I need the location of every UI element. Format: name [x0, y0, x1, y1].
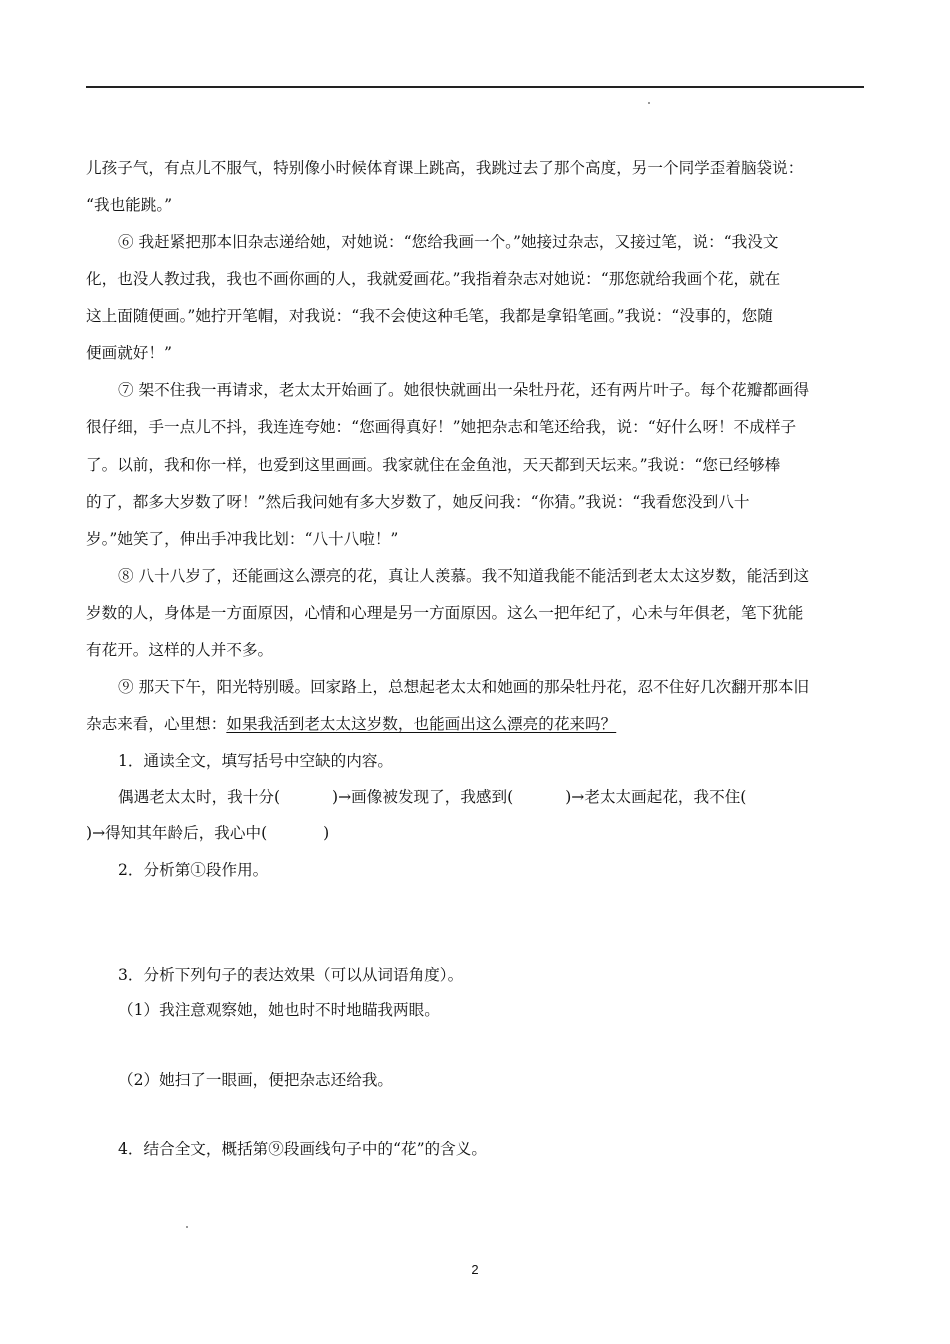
passage-p9-line2: [86, 714, 616, 734]
underlined-sentence: 如果我活到老太太这岁数，也能画出这么漂亮的花来吗？: [226, 715, 617, 733]
passage-p7-line2: 很仔细，手一点儿不抖，我连连夸她：“您画得真好！”她把杂志和笔还给我，说：“好什么呀！不成样子: [86, 418, 797, 436]
q1-blank-3-lead: )→老太太画起花，我不住(: [565, 788, 747, 806]
question-2-prompt: 2．分析第①段作用。: [118, 861, 269, 879]
passage-p6-line3: 这上面随便画。”她拧开笔帽，对我说：“我不会使这种毛笔，我都是拿铅笔画。”我说：“没事的，您随: [86, 307, 773, 325]
q1-blank-1-lead: 偶遇老太太时，我十分(: [118, 788, 281, 806]
passage-p5-line2: “我也能跳。”: [86, 196, 173, 214]
question-3-prompt: 3．分析下列句子的表达效果（可以从词语角度）。: [118, 966, 464, 984]
passage-p7-line3: 了。以前，我和你一样，也爱到这里画画。我家就住在金鱼池，天天都到天坛来。”我说：“您已经够棒: [86, 456, 781, 474]
question-4-prompt: 4．结合全文，概括第⑨段画线句子中的“花”的含义。: [118, 1140, 487, 1158]
passage-p8-line3: 有花开。这样的人并不多。: [86, 641, 274, 659]
passage-p6-line2: 化，也没人教过我，我也不画你画的人，我就爱画花。”我指着杂志对她说：“那您就给我画个花，就在: [86, 270, 781, 288]
page-number: 2: [471, 1262, 479, 1277]
q1-blank-2-lead: )→画像被发现了，我感到(: [332, 788, 514, 806]
passage-p5-line1: 儿孩子气，有点儿不服气，特别像小时候体育课上跳高，我跳过去了那个高度，另一个同学歪着脑袋说：: [86, 159, 804, 177]
header-rule: [86, 86, 864, 88]
passage-p7-line5: 岁。”她笑了，伸出手冲我比划：“八十八啦！”: [86, 530, 399, 548]
passage-p8-line1: ⑧ 八十八岁了，还能画这么漂亮的花，真让人羡慕。我不知道我能不能活到老太太这岁数，能活到这: [118, 567, 810, 585]
passage-p8-line2: 岁数的人，身体是一方面原因，心情和心理是另一方面原因。这么一把年纪了，心未与年俱老，笔下犹能: [86, 604, 804, 622]
question-1-line1: [118, 787, 746, 807]
scan-speck-bottom: [186, 1226, 188, 1228]
q1-blank-4-close: ): [323, 824, 330, 842]
question-3-sub1: （1）我注意观察她，她也时不时地瞄我两眼。: [118, 1001, 440, 1019]
passage-p6-line4: 便画就好！”: [86, 344, 172, 362]
passage-p9-line1: ⑨ 那天下午，阳光特别暖。回家路上，总想起老太太和她画的那朵牡丹花，忍不住好几次翻开那本旧: [118, 678, 810, 696]
passage-p7-line4: 的了，都多大岁数了呀！”然后我问她有多大岁数了，她反问我：“你猜。”我说：“我看您没到八十: [86, 493, 750, 511]
passage-p6-line1: ⑥ 我赶紧把那本旧杂志递给她，对她说：“您给我画一个。”她接过杂志，又接过笔，说：“我没文: [118, 233, 779, 251]
q1-blank-4-lead: )→得知其年龄后，我心中(: [86, 824, 268, 842]
question-3-sub2: （2）她扫了一眼画，便把杂志还给我。: [118, 1071, 394, 1089]
question-1-prompt: 1．通读全文，填写括号中空缺的内容。: [118, 752, 394, 770]
scan-speck: [648, 102, 650, 104]
passage-p7-line1: ⑦ 架不住我一再请求，老太太开始画了。她很快就画出一朵牡丹花，还有两片叶子。每个花瓣都画得: [118, 381, 810, 399]
question-1-line2: [86, 823, 329, 843]
passage-p9-line2-plain: 杂志来看，心里想：: [86, 715, 227, 733]
